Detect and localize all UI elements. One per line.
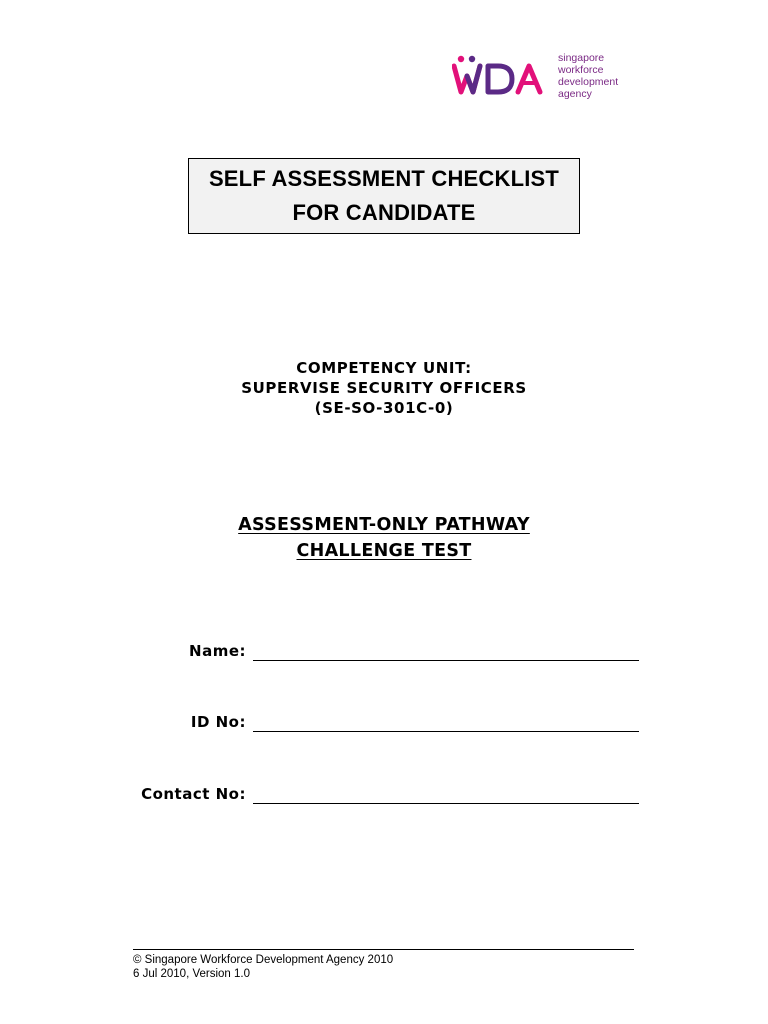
logo-tagline-line: workforce (558, 64, 604, 76)
footer-version: 6 Jul 2010, Version 1.0 (133, 968, 250, 980)
wda-logo (452, 52, 632, 100)
footer (133, 953, 393, 981)
footer-divider (133, 949, 634, 950)
footer-copyright: © Singapore Workforce Development Agency 2010 (133, 954, 394, 966)
pathway-title: ASSESSMENT-ONLY PATHWAY (238, 515, 530, 535)
document-title-line1: SELF ASSESSMENT CHECKLIST (208, 166, 560, 191)
logo-dot-left (458, 56, 464, 62)
id-label: ID No: (190, 713, 246, 731)
logo-tagline-line: agency (558, 88, 592, 100)
logo-tagline-line: singapore (558, 52, 605, 64)
logo-letter-a (518, 66, 540, 92)
name-label: Name: (189, 642, 246, 660)
name-field-row (0, 639, 768, 669)
contact-label: Contact No: (141, 785, 246, 803)
document-title-box (188, 158, 580, 234)
pathway-block (0, 512, 768, 564)
id-field-row (0, 710, 768, 740)
competency-unit-name: SUPERVISE SECURITY OFFICERS (241, 379, 527, 397)
competency-unit-code: (SE-SO-301C-0) (314, 399, 454, 417)
id-input-line[interactable] (253, 731, 639, 732)
contact-input-line[interactable] (253, 803, 639, 804)
logo-tagline (558, 52, 618, 100)
logo-dot-right (469, 56, 475, 62)
logo-letter-d (488, 66, 512, 92)
competency-heading: COMPETENCY UNIT: (296, 359, 472, 377)
contact-field-row (0, 782, 768, 812)
name-input-line[interactable] (253, 660, 639, 661)
logo-tagline-line: development (558, 76, 619, 88)
competency-unit-block (0, 358, 768, 418)
wda-logo-mark (452, 52, 556, 100)
pathway-subtitle: CHALLENGE TEST (296, 541, 472, 561)
document-title-line2: FOR CANDIDATE (292, 200, 476, 225)
